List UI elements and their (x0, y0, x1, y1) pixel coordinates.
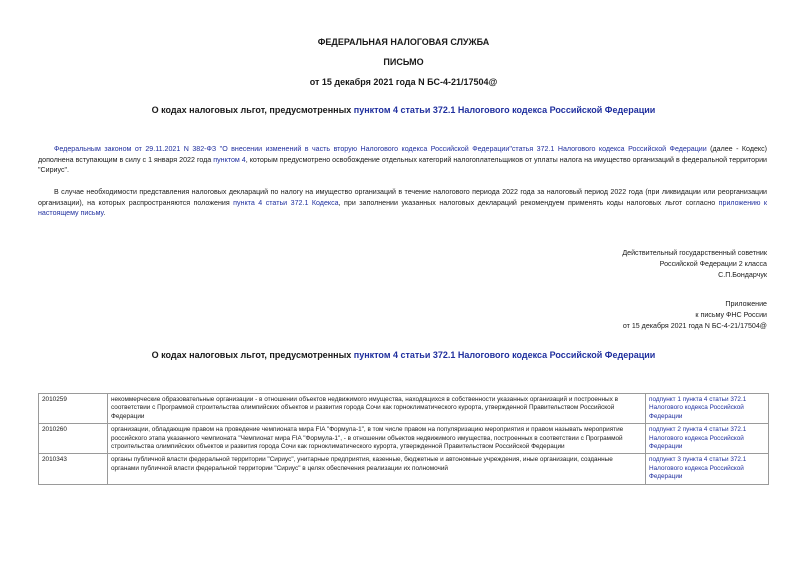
appendix-block (623, 299, 767, 332)
code-cell: 2010343 (39, 454, 108, 484)
signature-title-line: Действительный государственный советник (622, 249, 767, 257)
appendix-letter-line: к письму ФНС России (695, 311, 767, 319)
codes-table (38, 393, 769, 485)
paragraph-2-text-3: . (103, 209, 106, 217)
appendix-title-link[interactable]: пунктом 4 статьи 372.1 Налогового кодекса Российской Федерации (353, 350, 656, 360)
appendix-link[interactable]: приложению к настоящему письму (38, 198, 767, 217)
description-cell: некоммерческие образовательные организации - в отношении объектов недвижимого имущества, находящихся в собственности указанных организаций и построенных в соответствии с Программой строительства олимпийских объектов и развития города Сочи как горноклиматического курорта, утвержденной Правительством Российской Федерации (108, 394, 646, 424)
table-row (39, 394, 769, 424)
code-cell: 2010260 (39, 424, 108, 454)
document-title-text: О кодах налоговых льгот, предусмотренных (151, 105, 354, 115)
reference-link[interactable]: подпункт 1 пункта 4 статьи 372.1 Налогового кодекса Российской Федерации (649, 396, 747, 420)
appendix-label: Приложение (725, 300, 767, 308)
paragraph-1 (38, 144, 767, 176)
reference-cell (646, 394, 769, 424)
table-row (39, 454, 769, 484)
appendix-reference: от 15 декабря 2021 года N БС-4-21/17504@ (622, 322, 767, 330)
paragraph-2-text-2: , при заполнении указанных налоговых деклараций рекомендуем применять коды налоговых льгот согласно (338, 198, 719, 207)
paragraph-2 (38, 187, 767, 219)
article-372-1-link[interactable]: статья 372.1 Налогового кодекса Российской Федерации (511, 145, 707, 153)
reference-link[interactable]: подпункт 3 пункта 4 статьи 372.1 Налогового кодекса Российской Федерации (649, 456, 747, 481)
paragraph-1-text-1: (далее - Кодекс) дополнена вступающим в силу с 1 января 2022 года (38, 145, 767, 164)
paragraph-1-text-2: , которым предусмотрено освобождение отдельных категорий налогоплательщиков от уплаты налога на имущество организаций в федеральной территории "Сириус". (38, 155, 767, 174)
document-title-link[interactable]: пунктом 4 статьи 372.1 Налогового кодекса Российской Федерации (353, 105, 656, 115)
reference-cell (646, 424, 769, 454)
paragraph-2-text-1: В случае необходимости представления налоговых деклараций по налогу на имущество организаций в течение налогового периода 2022 года за налоговый период 2022 года (при ликвидации или реорганизации организации), на которых распространяются положения (38, 188, 767, 207)
signature-block (622, 248, 767, 281)
description-cell: организации, обладающие правом на проведение чемпионата мира FIA "Формула-1", в том числе правом на популяризацию мероприятия и правом называть мероприятие российского этапа указанного чемпионата "Чемпионат мира FIA "Формула-1", - в отношении объектов недвижимого имущества, построенных в соответствии с Программой строительства олимпийских объектов и развития города Сочи как горноклиматического курорта, утвержденной Правительством Российской Федерации (108, 424, 646, 454)
code-article-link[interactable]: пункта 4 статьи 372.1 Кодекса (233, 198, 339, 207)
code-cell: 2010259 (39, 394, 108, 424)
signature-name: С.П.Бондарчук (718, 271, 767, 279)
appendix-title (0, 350, 807, 360)
federal-law-link[interactable]: Федеральным законом от 29.11.2021 N 382-ФЗ "О внесении изменений в часть вторую Налогового кодекса Российской Федерации" (54, 145, 512, 153)
appendix-title-text: О кодах налоговых льгот, предусмотренных (151, 350, 354, 360)
point-4-link[interactable]: пунктом 4 (213, 155, 246, 164)
document-type: ПИСЬМО (383, 57, 424, 67)
description-cell: органы публичной власти федеральной территории "Сириус", унитарные предприятия, казенные, бюджетные и автономные учреждения, иные организации, созданные органами публичной власти федеральной территории "Сириус" в целях обеспечения реализации их полномочий (108, 454, 646, 484)
agency-heading: ФЕДЕРАЛЬНАЯ НАЛОГОВАЯ СЛУЖБА (317, 37, 490, 47)
document-title (0, 105, 807, 115)
reference-cell (646, 454, 769, 484)
document-reference: от 15 декабря 2021 года N БС-4-21/17504@ (309, 77, 498, 87)
signature-rank-line: Российской Федерации 2 класса (659, 260, 767, 268)
table-row (39, 424, 769, 454)
reference-link[interactable]: подпункт 2 пункта 4 статьи 372.1 Налогового кодекса Российской Федерации (649, 426, 747, 451)
